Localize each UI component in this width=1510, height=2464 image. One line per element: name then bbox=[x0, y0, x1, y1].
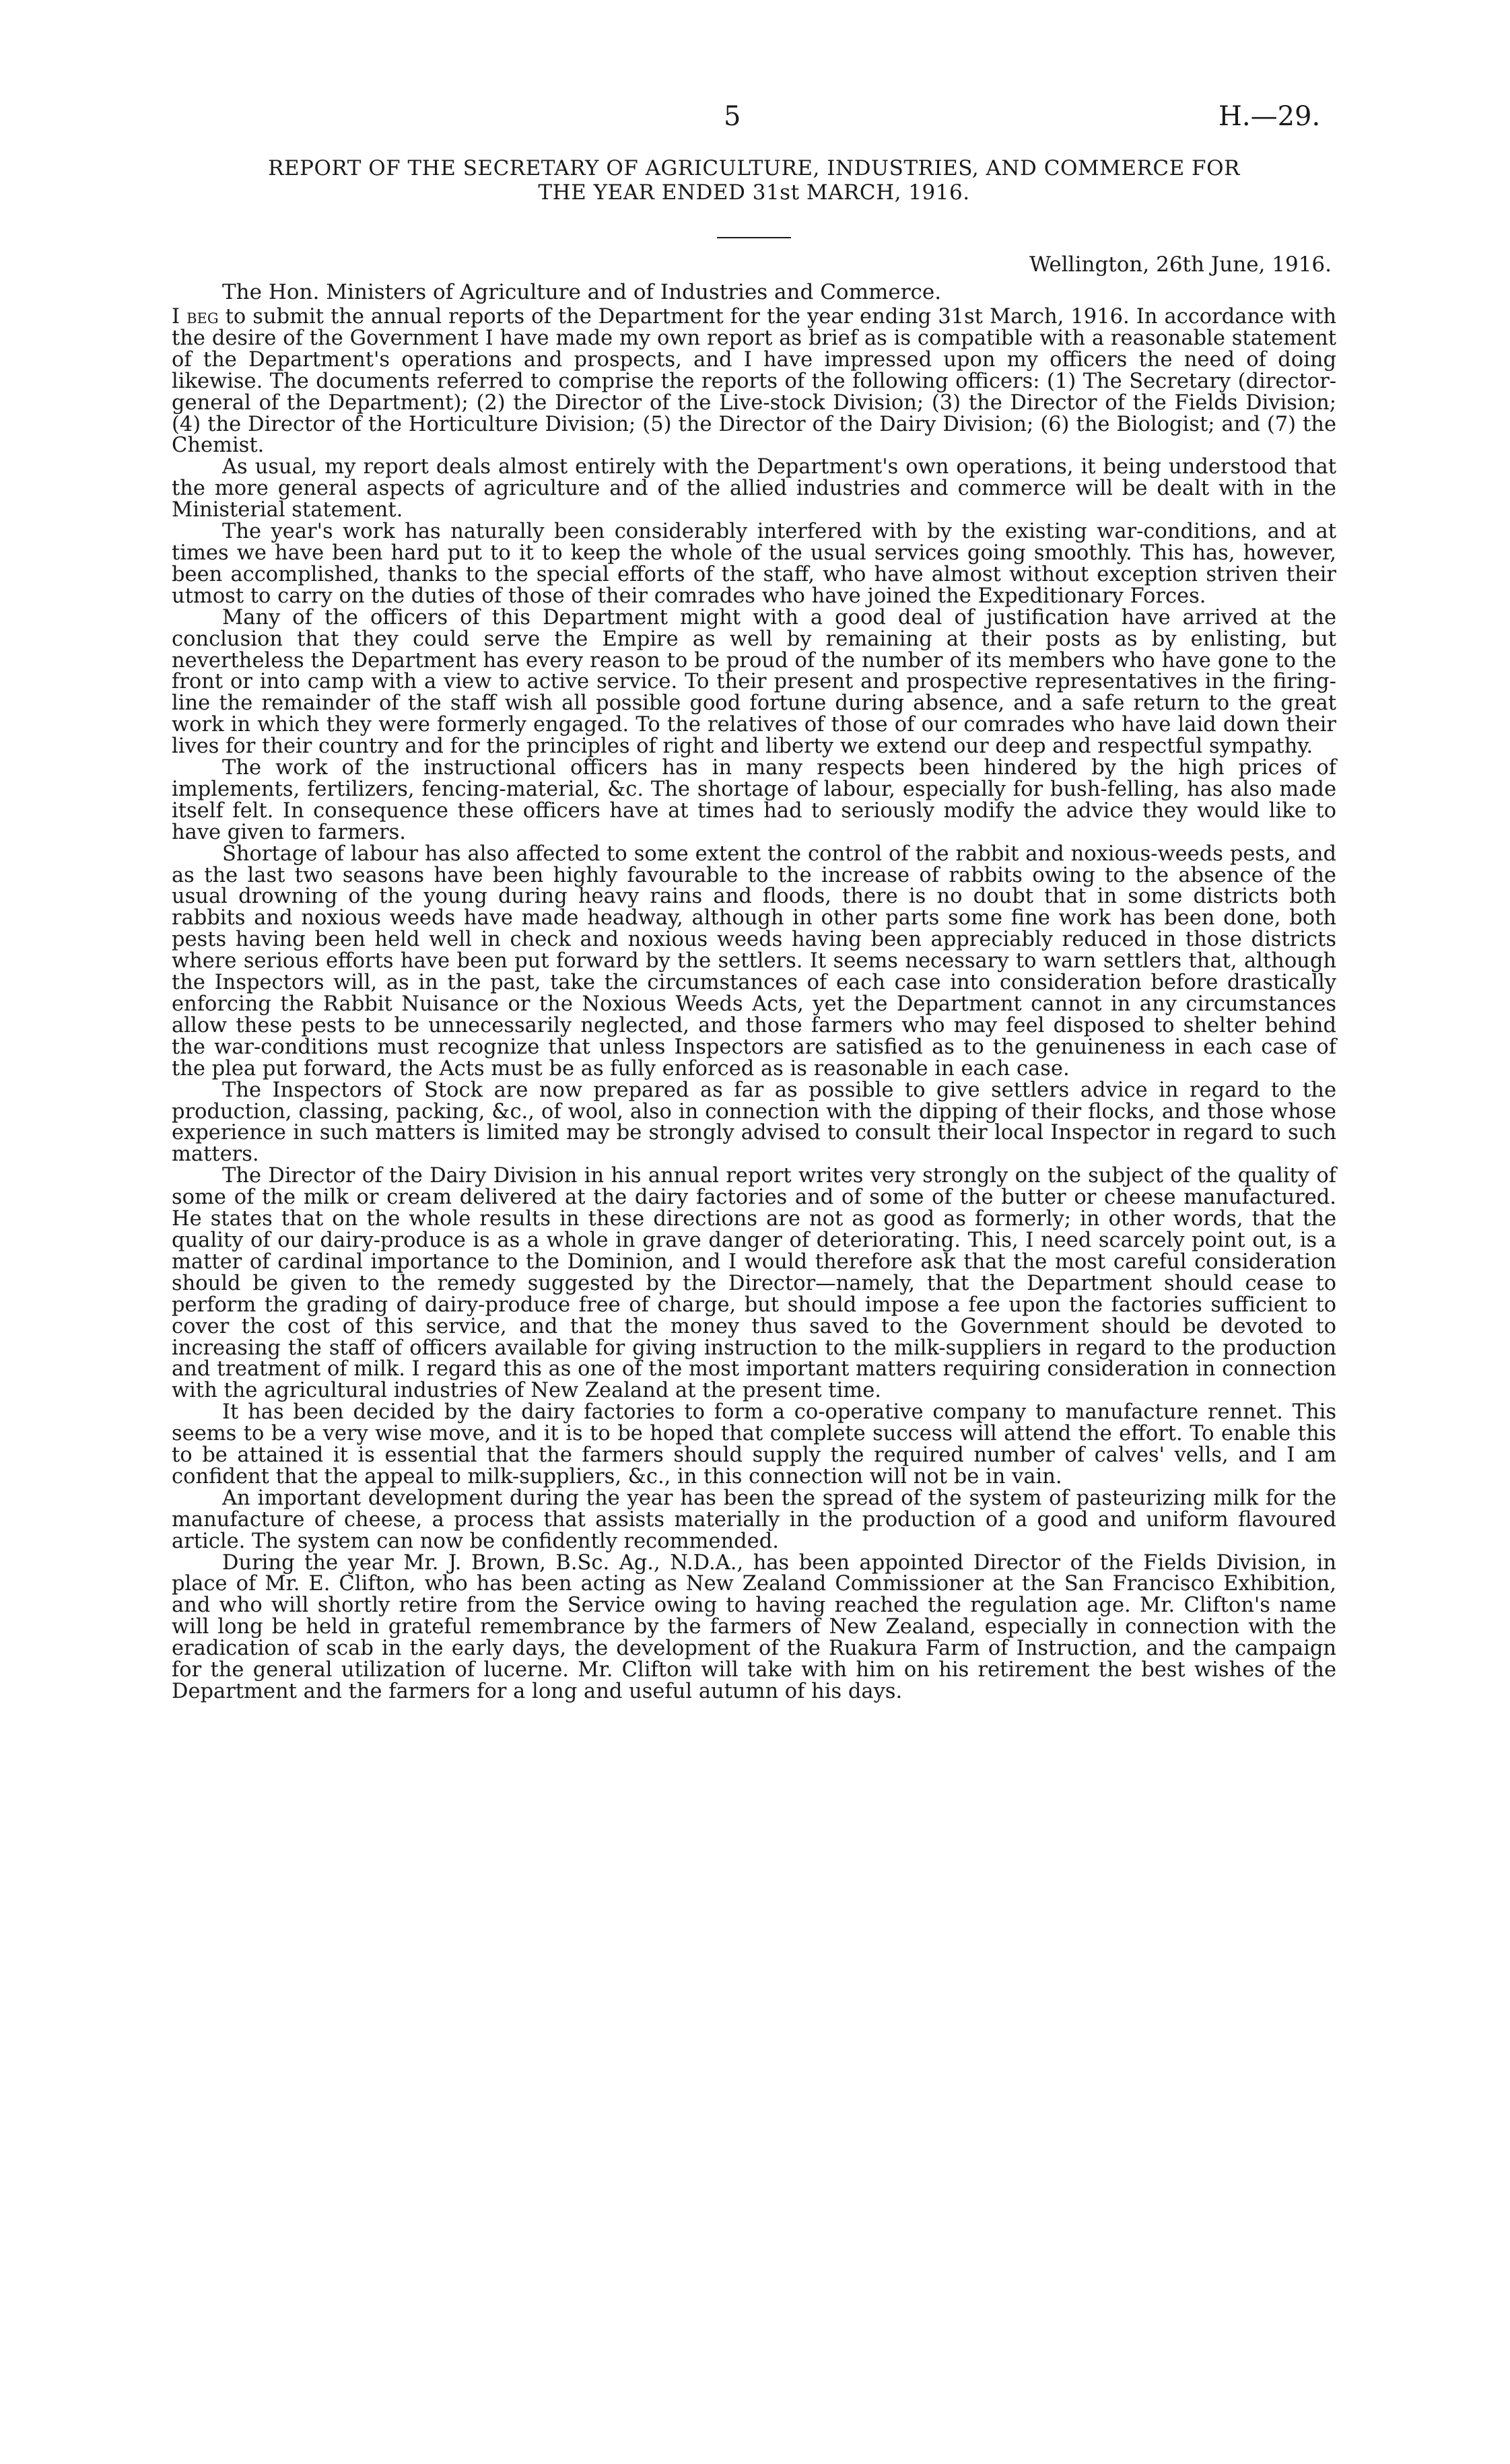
opening-paragraph bbox=[172, 306, 1336, 456]
document-reference: H.—29. bbox=[1219, 101, 1321, 132]
paragraph: As usual, my report deals almost entirely with the Department's own operations, it being understood that the more general aspects of agriculture and of the allied industries and commerce will be dealt with in the Ministerial statement. bbox=[172, 455, 1336, 522]
report-title-line-2: THE YEAR ENDED 31st MARCH, 1916. bbox=[538, 180, 970, 205]
paragraph: It has been decided by the dairy factories to form a co-operative company to manufacture rennet. This seems to be a very wise move, and it is to be hoped that complete success will attend the effort. To enable this to be attained it is essential that the farmers should supply the required number of calves' vells, and I am confident that the appeal to milk-suppliers, &c., in this connection will not be in vain. bbox=[172, 1400, 1336, 1488]
opening-text: to submit the annual reports of the Department for the year ending 31st March, 1916. In accordance with the desire of the Government I have made my own report as brief as is compatible with a reasonable statement of the Department's operations and prospects, and I have impressed upon my officers the need of doing likewise. The documents referred to comprise the reports of the following officers: (1) The Secretary (director-general of the Department); (2) the Director of the Live-stock Division; (3) the Director of the Fields Division; (4) the Director of the Horticulture Division; (5) the Director of the Dairy Division; (6) the Biologist; and (7) the Chemist. bbox=[172, 305, 1337, 458]
title-divider bbox=[717, 237, 791, 238]
paragraph: The year's work has naturally been considerably interfered with by the existing war-conditions, and at times we have been hard put to it to keep the whole of the usual services going smoothly. This has, however, been accomplished, thanks to the special efforts of the staff, who have almost without exception striven their utmost to carry on the duties of those of their comrades who have joined the Expeditionary Forces. bbox=[172, 520, 1336, 608]
addressee: The Hon. Ministers of Agriculture and of Industries and Commerce. bbox=[222, 280, 942, 304]
salutation: I beg bbox=[172, 305, 219, 329]
paragraph: Shortage of labour has also affected to some extent the control of the rabbit and noxious-weeds pests, and as the last two seasons have been highly favourable to the increase of rabbits owing to the absence of the usual drowning of the young during heavy rains and floods, there is no doubt that in some districts both rabbits and noxious weeds have made headway, although in other parts some fine work has been done, both pests having been held well in check and noxious weeds having been appreciably reduced in those districts where serious efforts have been put forward by the settlers. It seems necessary to warn settlers that, although the Inspectors will, as in the past, take the circumstances of each case into consideration before drastically enforcing the Rabbit Nuisance or the Noxious Weeds Acts, yet the Department cannot in any circumstances allow these pests to be unnecessarily neglected, and those farmers who may feel disposed to shelter behind the war-conditions must recognize that unless Inspectors are satisfied as to the genuineness in each case of the plea put forward, the Acts must be as fully enforced as is reasonable in each case. bbox=[172, 842, 1336, 1081]
paragraph: The Director of the Dairy Division in his annual report writes very strongly on the subject of the quality of some of the milk or cream delivered at the dairy factories and of some of the butter or cheese manufactured. He states that on the whole results in these directions are not as good as formerly; in other words, that the quality of our dairy-produce is as a whole in grave danger of deteriorating. This, I need scarcely point out, is a matter of cardinal importance to the Dominion, and I would therefore ask that the most careful consideration should be given to the remedy suggested by the Director—namely, that the Department should cease to perform the grading of dairy-produce free of charge, but should impose a fee upon the factories sufficient to cover the cost of this service, and that the money thus saved to the Government should be devoted to increasing the staff of officers available for giving instruction to the milk-suppliers in regard to the production and treatment of milk. I regard this as one of the most important matters requiring consideration in connection with the agricultural industries of New Zealand at the present time. bbox=[172, 1164, 1336, 1403]
paragraph: The Inspectors of Stock are now prepared as far as possible to give settlers advice in regard to the production, classing, packing, &c., of wool, also in connection with the dipping of their flocks, and those whose experience in such matters is limited may be strongly advised to consult their local Inspector in regard to such matters. bbox=[172, 1078, 1336, 1167]
dateline: Wellington, 26th June, 1916. bbox=[1029, 252, 1332, 277]
paragraph: An important development during the year has been the spread of the system of pasteurizing milk for the manufacture of cheese, a process that assists materially in the production of a good and uniform flavoured article. The system can now be confidently recommended. bbox=[172, 1486, 1336, 1553]
report-title-line-1: REPORT OF THE SECRETARY OF AGRICULTURE, INDUSTRIES, AND COMMERCE FOR bbox=[268, 156, 1240, 180]
paragraph: Many of the officers of this Department might with a good deal of justification have arrived at the conclusion that they could serve the Empire as well by remaining at their posts as by enlisting, but nevertheless the Department has every reason to be proud of the number of its members who have gone to the front or into camp with a view to active service. To their present and prospective representatives in the firing-line the remainder of the staff wish all possible good fortune during absence, and a safe return to the great work in which they were formerly engaged. To the relatives of those of our comrades who have laid down their lives for their country and for the principles of right and liberty we extend our deep and respectful sympathy. bbox=[172, 605, 1336, 759]
paragraph: During the year Mr. J. Brown, B.Sc. Ag., N.D.A., has been appointed Director of the Fields Division, in place of Mr. E. Clifton, who has been acting as New Zealand Commissioner at the San Francisco Exhibition, and who will shortly retire from the Service owing to having reached the regulation age. Mr. Clifton's name will long be held in grateful remembrance by the farmers of New Zealand, especially in connection with the eradication of scab in the early days, the development of the Ruakura Farm of Instruction, and the campaign for the general utilization of lucerne. Mr. Clifton will take with him on his retirement the best wishes of the Department and the farmers for a long and useful autumn of his days. bbox=[172, 1550, 1336, 1703]
report-body bbox=[172, 306, 1336, 1703]
page-number: 5 bbox=[724, 101, 741, 132]
paragraph: The work of the instructional officers has in many respects been hindered by the high prices of implements, fertilizers, fencing-material, &c. The shortage of labour, especially for bush-felling, has also made itself felt. In consequence these officers have at times had to seriously modify the advice they would like to have given to farmers. bbox=[172, 756, 1336, 844]
report-title bbox=[172, 156, 1336, 205]
